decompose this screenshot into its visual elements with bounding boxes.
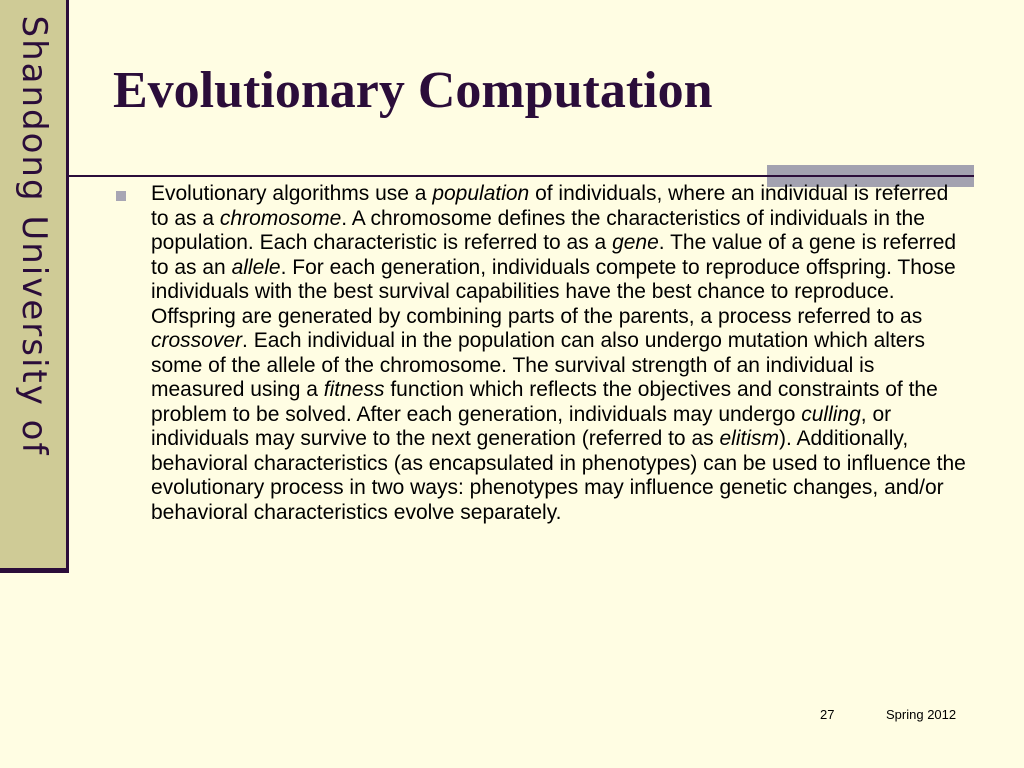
square-bullet-icon [116,191,126,201]
side-band-bottom-bar [0,568,68,573]
text-run: ). Additionally, behavioral characteristics (as encapsulated in phenotypes) can be used to influence the evolutionary process in two ways: phenotypes may influence genetic changes, and/or behavioral characteristics evolve separately. [151,427,966,524]
vertical-university-name: Shandong University of [14,15,54,457]
italic-term: gene [612,231,659,254]
page-number: 27 [820,707,835,722]
italic-term: population [432,182,530,205]
slide-body [113,182,973,525]
italic-term: crossover [151,329,243,352]
text-run: , or individuals may survive to the next generation (referred to as [151,402,892,450]
text-run: Evolutionary algorithms use a [151,182,433,205]
text-run: . For each generation, individuals compete to reproduce offspring. Those individuals with the best survival capabilities have the best chance to reproduce. Offspring are generated by combining parts of the parents, a process referred to as [151,255,956,328]
italic-term: chromosome [219,206,342,230]
text-run: . A chromosome defines the characteristics of individuals in the population. Each characteristic is referred to as a [151,206,925,254]
bullet-item [113,182,973,525]
italic-term: fitness [323,378,385,401]
text-run: . The value of a gene is referred to as an [151,231,957,279]
text-run: of individuals, where an individual is referred to as a [151,182,949,230]
side-band-edge [66,0,69,573]
text-run: . Each individual in the population can also undergo mutation which alters some of the allele of the chromosome. The survival strength of an individual is measured using a [151,329,925,401]
footer-date: Spring 2012 [886,707,957,722]
italic-term: elitism [719,427,779,450]
text-run: function which reflects the objectives and constraints of the problem to be solved. After each generation, individuals may undergo [151,378,938,426]
page-title: Evolutionary Computation [113,62,713,119]
divider-accent-line [767,175,974,177]
italic-term: allele [231,255,281,279]
bullet-paragraph [151,182,966,525]
italic-term: culling [801,402,861,426]
